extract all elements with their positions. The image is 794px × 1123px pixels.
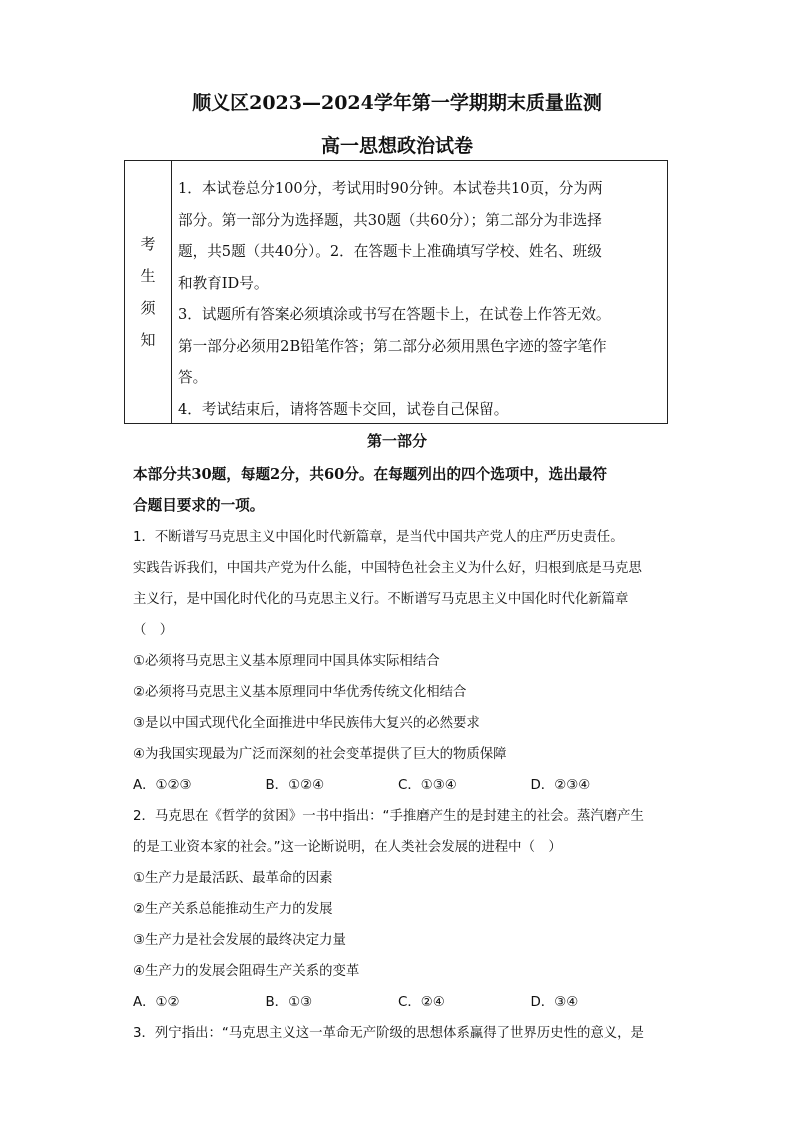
questions bbox=[133, 522, 663, 1049]
question-item: ②生产关系总能推动生产力的发展 bbox=[133, 902, 333, 917]
answer-option-d: D．②③④ bbox=[530, 778, 591, 793]
notice-content bbox=[172, 161, 667, 423]
notice-line: 第一部分必须用2B铅笔作答；第二部分必须用黑色字迹的签字笔作 bbox=[178, 337, 607, 355]
notice-line: 和教育ID号。 bbox=[178, 274, 269, 292]
question-item: ①必须将马克思主义基本原理同中国具体实际相结合 bbox=[133, 654, 440, 669]
answer-option-a: A．①②③ bbox=[133, 778, 192, 793]
answer-option-c: C．②④ bbox=[398, 995, 445, 1010]
question-item: ①生产力是最活跃、最革命的因素 bbox=[133, 871, 333, 886]
answer-option-a: A．①② bbox=[133, 995, 180, 1010]
answer-option-b: B．①②④ bbox=[265, 778, 325, 793]
question-item: ②必须将马克思主义基本原理同中华优秀传统文化相结合 bbox=[133, 685, 467, 700]
question-item: ③生产力是社会发展的最终决定力量 bbox=[133, 933, 346, 948]
question-stem-line: 2．马克思在《哲学的贫困》一书中指出：“手推磨产生的是封建主的社会。蒸汽磨产生 bbox=[133, 809, 644, 824]
notice-line: 题，共5题（共40分）。2．在答题卡上准确填写学校、姓名、班级 bbox=[178, 243, 602, 260]
question-stem-line: 实践告诉我们，中国共产党为什么能，中国特色社会主义为什么好，归根到底是马克思 bbox=[133, 561, 642, 576]
question-stem-line: （ ） bbox=[133, 623, 174, 638]
exam-title: 顺义区2023—2024学年第一学期期末质量监测 bbox=[192, 92, 602, 114]
notice-line: 3．试题所有答案必须填涂或书写在答题卡上，在试卷上作答无效。 bbox=[178, 306, 611, 323]
notice-line: 4．考试结束后，请将答题卡交回，试卷自己保留。 bbox=[178, 400, 509, 418]
question-stem-line: 1．不断谱写马克思主义中国化时代新篇章，是当代中国共产党人的庄严历史责任。 bbox=[133, 530, 624, 545]
question-1 bbox=[133, 522, 663, 801]
notice-label-char: 考 bbox=[140, 235, 156, 253]
notice-label-char: 须 bbox=[140, 299, 156, 317]
notice-line: 1．本试卷总分100分，考试用时90分钟。本试卷共10页，分为两 bbox=[178, 180, 603, 197]
notice-line: 答。 bbox=[178, 369, 208, 386]
answer-option-d: D．③④ bbox=[530, 995, 579, 1010]
answer-option-b: B．①③ bbox=[265, 995, 313, 1010]
question-stem-line: 3．列宁指出：“马克思主义这一革命无产阶级的思想体系赢得了世界历史性的意义，是 bbox=[133, 1026, 644, 1041]
answer-option-c: C．①③④ bbox=[398, 778, 457, 793]
exam-subtitle: 高一思想政治试卷 bbox=[320, 135, 473, 157]
question-item: ③是以中国式现代化全面推进中华民族伟大复兴的必然要求 bbox=[133, 716, 480, 731]
question-stem-line: 的是工业资本家的社会。”这一论断说明，在人类社会发展的进程中（ ） bbox=[133, 840, 562, 855]
notice-label-char: 生 bbox=[140, 267, 156, 285]
notice-box bbox=[124, 160, 668, 424]
answer-options bbox=[133, 987, 663, 1018]
instruction-line: 合题目要求的一项。 bbox=[133, 497, 265, 514]
question-2 bbox=[133, 801, 663, 1018]
answer-options bbox=[133, 770, 663, 801]
part-instructions bbox=[133, 459, 663, 521]
notice-line: 部分。第一部分为选择题，共30题（共60分）；第二部分为非选择 bbox=[178, 211, 602, 229]
question-stem-line: 主义行，是中国化时代化的马克思主义行。不断谱写马克思主义中国化时代化新篇章 bbox=[133, 592, 629, 607]
part-title: 第一部分 bbox=[366, 432, 427, 450]
instruction-line: 本部分共30题，每题2分，共60分。在每题列出的四个选项中，选出最符 bbox=[133, 466, 607, 483]
notice-label bbox=[125, 161, 172, 423]
question-item: ④为我国实现最为广泛而深刻的社会变革提供了巨大的物质保障 bbox=[133, 747, 507, 762]
question-3 bbox=[133, 1018, 663, 1049]
question-item: ④生产力的发展会阻碍生产关系的变革 bbox=[133, 964, 360, 979]
notice-label-char: 知 bbox=[140, 331, 156, 349]
